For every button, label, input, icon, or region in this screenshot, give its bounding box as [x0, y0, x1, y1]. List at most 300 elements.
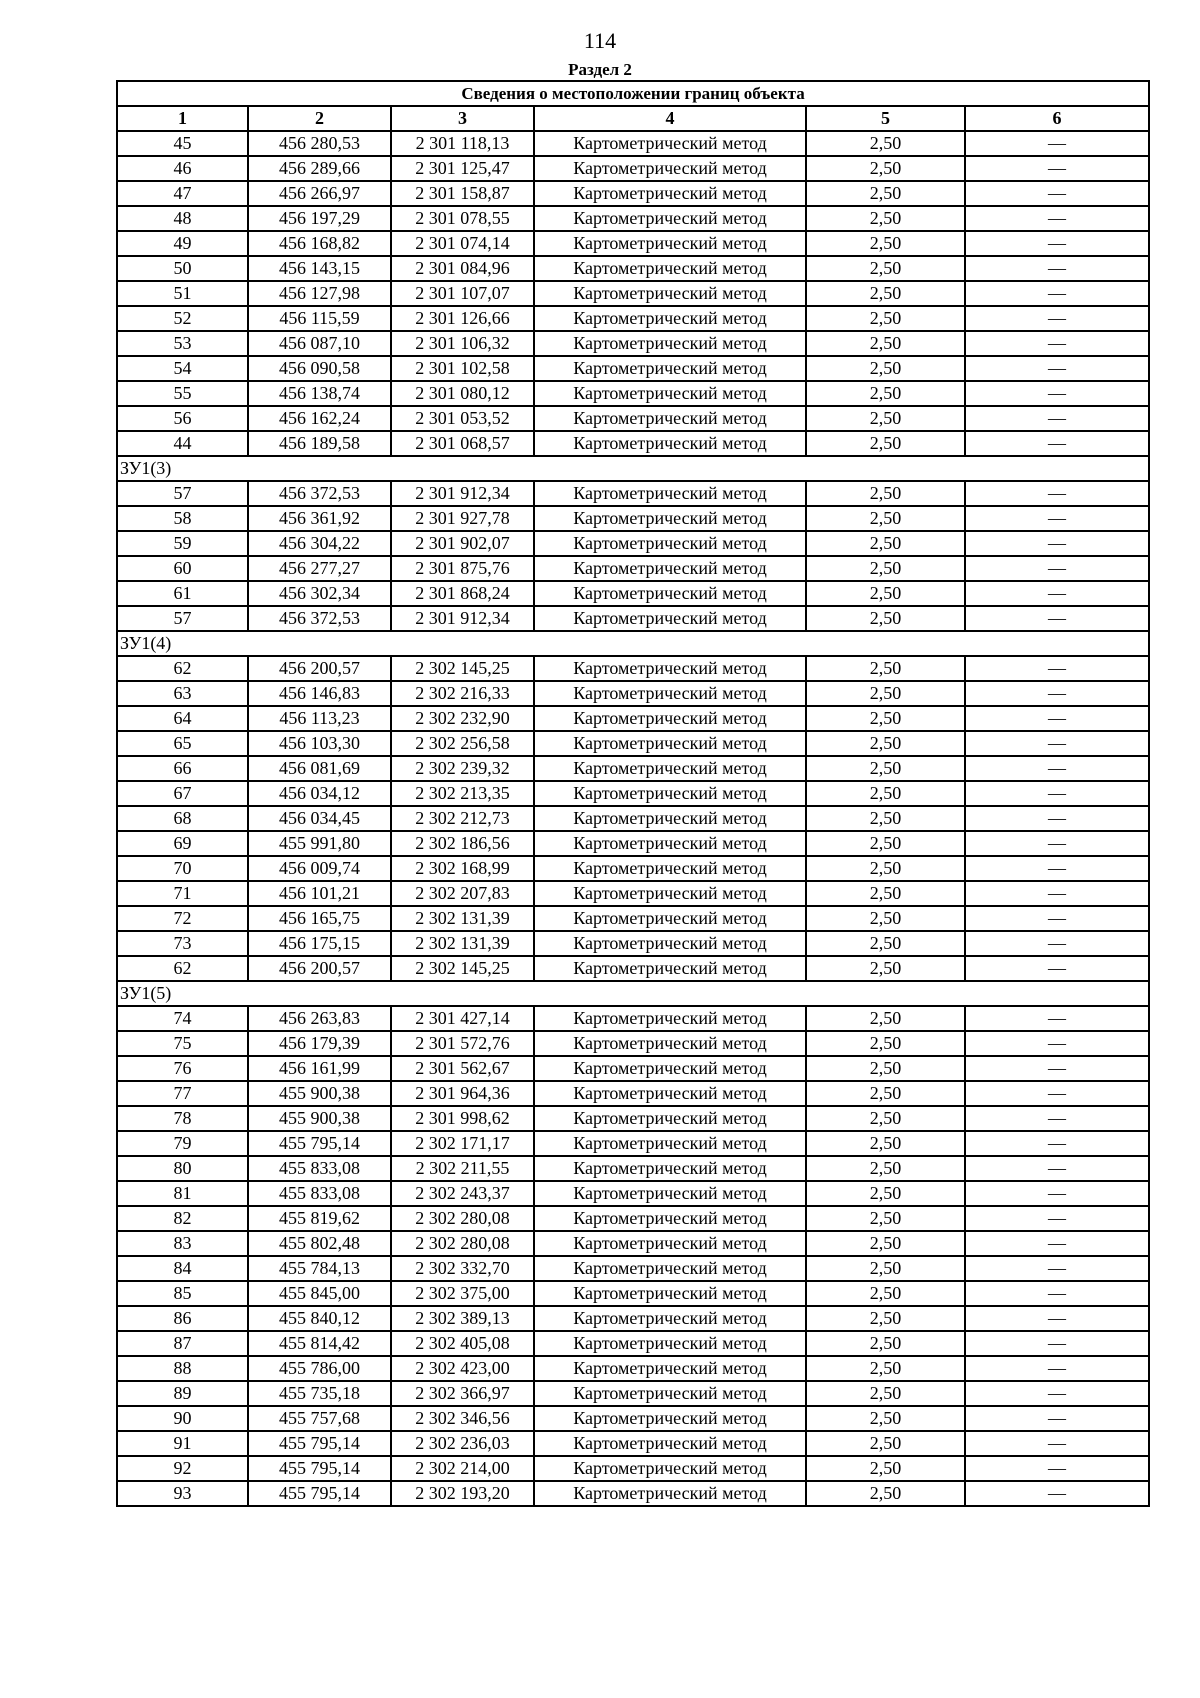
method-cell: Картометрический метод: [534, 606, 806, 631]
group-label: ЗУ1(4): [117, 631, 1149, 656]
table-row: [117, 1356, 1149, 1381]
y-coordinate-cell: 2 302 346,56: [391, 1406, 534, 1431]
accuracy-cell: 2,50: [806, 156, 965, 181]
table-row: [117, 1331, 1149, 1356]
method-cell: Картометрический метод: [534, 1406, 806, 1431]
y-coordinate-cell: 2 302 168,99: [391, 856, 534, 881]
y-coordinate-cell: 2 301 912,34: [391, 606, 534, 631]
note-cell: —: [965, 606, 1149, 631]
y-coordinate-cell: 2 301 053,52: [391, 406, 534, 431]
group-label: ЗУ1(3): [117, 456, 1149, 481]
x-coordinate-cell: 456 189,58: [248, 431, 391, 456]
method-cell: Картометрический метод: [534, 956, 806, 981]
accuracy-cell: 2,50: [806, 381, 965, 406]
group-row: [117, 631, 1149, 656]
note-cell: —: [965, 1081, 1149, 1106]
y-coordinate-cell: 2 301 102,58: [391, 356, 534, 381]
method-cell: Картометрический метод: [534, 856, 806, 881]
point-number-cell: 93: [117, 1481, 248, 1506]
point-number-cell: 51: [117, 281, 248, 306]
method-cell: Картометрический метод: [534, 1331, 806, 1356]
table-row: [117, 1181, 1149, 1206]
x-coordinate-cell: 456 175,15: [248, 931, 391, 956]
note-cell: —: [965, 706, 1149, 731]
x-coordinate-cell: 456 372,53: [248, 481, 391, 506]
note-cell: —: [965, 681, 1149, 706]
y-coordinate-cell: 2 302 171,17: [391, 1131, 534, 1156]
y-coordinate-cell: 2 302 256,58: [391, 731, 534, 756]
accuracy-cell: 2,50: [806, 831, 965, 856]
accuracy-cell: 2,50: [806, 356, 965, 381]
table-row: [117, 306, 1149, 331]
point-number-cell: 65: [117, 731, 248, 756]
table-row: [117, 1131, 1149, 1156]
note-cell: —: [965, 1156, 1149, 1181]
y-coordinate-cell: 2 301 078,55: [391, 206, 534, 231]
note-cell: —: [965, 1281, 1149, 1306]
point-number-cell: 88: [117, 1356, 248, 1381]
table-row: [117, 131, 1149, 156]
note-cell: —: [965, 731, 1149, 756]
note-cell: —: [965, 1406, 1149, 1431]
y-coordinate-cell: 2 302 375,00: [391, 1281, 534, 1306]
table-row: [117, 406, 1149, 431]
method-cell: Картометрический метод: [534, 1431, 806, 1456]
point-number-cell: 72: [117, 906, 248, 931]
accuracy-cell: 2,50: [806, 1231, 965, 1256]
accuracy-cell: 2,50: [806, 1456, 965, 1481]
method-cell: Картометрический метод: [534, 256, 806, 281]
table-row: [117, 856, 1149, 881]
note-cell: —: [965, 1131, 1149, 1156]
accuracy-cell: 2,50: [806, 681, 965, 706]
y-coordinate-cell: 2 302 131,39: [391, 931, 534, 956]
x-coordinate-cell: 456 081,69: [248, 756, 391, 781]
point-number-cell: 77: [117, 1081, 248, 1106]
column-header: 5: [806, 106, 965, 131]
y-coordinate-cell: 2 302 232,90: [391, 706, 534, 731]
x-coordinate-cell: 456 143,15: [248, 256, 391, 281]
note-cell: —: [965, 131, 1149, 156]
accuracy-cell: 2,50: [806, 1356, 965, 1381]
note-cell: —: [965, 581, 1149, 606]
x-coordinate-cell: 455 991,80: [248, 831, 391, 856]
method-cell: Картометрический метод: [534, 206, 806, 231]
accuracy-cell: 2,50: [806, 1106, 965, 1131]
table-row: [117, 206, 1149, 231]
note-cell: —: [965, 1006, 1149, 1031]
method-cell: Картометрический метод: [534, 1181, 806, 1206]
method-cell: Картометрический метод: [534, 581, 806, 606]
point-number-cell: 81: [117, 1181, 248, 1206]
accuracy-cell: 2,50: [806, 1281, 965, 1306]
x-coordinate-cell: 456 179,39: [248, 1031, 391, 1056]
group-label: ЗУ1(5): [117, 981, 1149, 1006]
method-cell: Картометрический метод: [534, 906, 806, 931]
table-row: [117, 156, 1149, 181]
point-number-cell: 50: [117, 256, 248, 281]
y-coordinate-cell: 2 301 068,57: [391, 431, 534, 456]
method-cell: Картометрический метод: [534, 1456, 806, 1481]
y-coordinate-cell: 2 302 145,25: [391, 956, 534, 981]
note-cell: —: [965, 856, 1149, 881]
point-number-cell: 62: [117, 956, 248, 981]
x-coordinate-cell: 456 101,21: [248, 881, 391, 906]
x-coordinate-cell: 455 757,68: [248, 1406, 391, 1431]
table-row: [117, 256, 1149, 281]
table-row: [117, 1306, 1149, 1331]
method-cell: Картометрический метод: [534, 1381, 806, 1406]
point-number-cell: 85: [117, 1281, 248, 1306]
group-row: [117, 456, 1149, 481]
note-cell: —: [965, 1431, 1149, 1456]
method-cell: Картометрический метод: [534, 756, 806, 781]
accuracy-cell: 2,50: [806, 706, 965, 731]
point-number-cell: 44: [117, 431, 248, 456]
y-coordinate-cell: 2 301 126,66: [391, 306, 534, 331]
point-number-cell: 52: [117, 306, 248, 331]
table-caption-row: [117, 81, 1149, 106]
note-cell: —: [965, 256, 1149, 281]
note-cell: —: [965, 931, 1149, 956]
point-number-cell: 59: [117, 531, 248, 556]
point-number-cell: 54: [117, 356, 248, 381]
point-number-cell: 89: [117, 1381, 248, 1406]
table-row: [117, 881, 1149, 906]
x-coordinate-cell: 455 735,18: [248, 1381, 391, 1406]
x-coordinate-cell: 456 127,98: [248, 281, 391, 306]
table-row: [117, 656, 1149, 681]
point-number-cell: 47: [117, 181, 248, 206]
accuracy-cell: 2,50: [806, 481, 965, 506]
accuracy-cell: 2,50: [806, 1381, 965, 1406]
note-cell: —: [965, 1456, 1149, 1481]
accuracy-cell: 2,50: [806, 656, 965, 681]
note-cell: —: [965, 1181, 1149, 1206]
point-number-cell: 56: [117, 406, 248, 431]
table-row: [117, 231, 1149, 256]
note-cell: —: [965, 381, 1149, 406]
method-cell: Картометрический метод: [534, 556, 806, 581]
boundary-table: [116, 80, 1150, 1507]
accuracy-cell: 2,50: [806, 1331, 965, 1356]
accuracy-cell: 2,50: [806, 1081, 965, 1106]
x-coordinate-cell: 456 115,59: [248, 306, 391, 331]
method-cell: Картометрический метод: [534, 681, 806, 706]
method-cell: Картометрический метод: [534, 1106, 806, 1131]
point-number-cell: 73: [117, 931, 248, 956]
point-number-cell: 67: [117, 781, 248, 806]
table-row: [117, 331, 1149, 356]
method-cell: Картометрический метод: [534, 1131, 806, 1156]
method-cell: Картометрический метод: [534, 156, 806, 181]
point-number-cell: 62: [117, 656, 248, 681]
table-row: [117, 556, 1149, 581]
accuracy-cell: 2,50: [806, 606, 965, 631]
y-coordinate-cell: 2 302 216,33: [391, 681, 534, 706]
note-cell: —: [965, 906, 1149, 931]
page-number: 114: [583, 28, 617, 53]
method-cell: Картометрический метод: [534, 531, 806, 556]
accuracy-cell: 2,50: [806, 531, 965, 556]
x-coordinate-cell: 456 113,23: [248, 706, 391, 731]
note-cell: —: [965, 656, 1149, 681]
table-row: [117, 906, 1149, 931]
x-coordinate-cell: 455 786,00: [248, 1356, 391, 1381]
y-coordinate-cell: 2 301 912,34: [391, 481, 534, 506]
method-cell: Картометрический метод: [534, 1356, 806, 1381]
note-cell: —: [965, 1231, 1149, 1256]
x-coordinate-cell: 456 361,92: [248, 506, 391, 531]
method-cell: Картометрический метод: [534, 1206, 806, 1231]
accuracy-cell: 2,50: [806, 581, 965, 606]
table-row: [117, 731, 1149, 756]
accuracy-cell: 2,50: [806, 856, 965, 881]
y-coordinate-cell: 2 302 243,37: [391, 1181, 534, 1206]
method-cell: Картометрический метод: [534, 1481, 806, 1506]
y-coordinate-cell: 2 301 998,62: [391, 1106, 534, 1131]
point-number-cell: 80: [117, 1156, 248, 1181]
accuracy-cell: 2,50: [806, 181, 965, 206]
method-cell: Картометрический метод: [534, 181, 806, 206]
table-row: [117, 481, 1149, 506]
point-number-cell: 92: [117, 1456, 248, 1481]
y-coordinate-cell: 2 301 125,47: [391, 156, 534, 181]
note-cell: —: [965, 556, 1149, 581]
accuracy-cell: 2,50: [806, 206, 965, 231]
column-header: 4: [534, 106, 806, 131]
method-cell: Картометрический метод: [534, 1306, 806, 1331]
x-coordinate-cell: 455 795,14: [248, 1131, 391, 1156]
x-coordinate-cell: 455 833,08: [248, 1156, 391, 1181]
note-cell: —: [965, 756, 1149, 781]
y-coordinate-cell: 2 302 423,00: [391, 1356, 534, 1381]
table-row: [117, 381, 1149, 406]
method-cell: Картометрический метод: [534, 806, 806, 831]
column-header: 1: [117, 106, 248, 131]
method-cell: Картометрический метод: [534, 931, 806, 956]
point-number-cell: 78: [117, 1106, 248, 1131]
x-coordinate-cell: 456 009,74: [248, 856, 391, 881]
accuracy-cell: 2,50: [806, 231, 965, 256]
x-coordinate-cell: 456 277,27: [248, 556, 391, 581]
y-coordinate-cell: 2 302 405,08: [391, 1331, 534, 1356]
accuracy-cell: 2,50: [806, 331, 965, 356]
point-number-cell: 74: [117, 1006, 248, 1031]
x-coordinate-cell: 455 840,12: [248, 1306, 391, 1331]
table-row: [117, 1431, 1149, 1456]
point-number-cell: 76: [117, 1056, 248, 1081]
y-coordinate-cell: 2 301 875,76: [391, 556, 534, 581]
table-row: [117, 1281, 1149, 1306]
note-cell: —: [965, 156, 1149, 181]
method-cell: Картометрический метод: [534, 481, 806, 506]
method-cell: Картометрический метод: [534, 1231, 806, 1256]
x-coordinate-cell: 456 090,58: [248, 356, 391, 381]
table-row: [117, 1106, 1149, 1131]
point-number-cell: 48: [117, 206, 248, 231]
table-caption: Сведения о местоположении границ объекта: [117, 81, 1149, 106]
y-coordinate-cell: 2 301 427,14: [391, 1006, 534, 1031]
accuracy-cell: 2,50: [806, 906, 965, 931]
y-coordinate-cell: 2 301 084,96: [391, 256, 534, 281]
note-cell: —: [965, 831, 1149, 856]
note-cell: —: [965, 1106, 1149, 1131]
note-cell: —: [965, 306, 1149, 331]
y-coordinate-cell: 2 302 211,55: [391, 1156, 534, 1181]
method-cell: Картометрический метод: [534, 656, 806, 681]
y-coordinate-cell: 2 302 212,73: [391, 806, 534, 831]
table-row: [117, 756, 1149, 781]
method-cell: Картометрический метод: [534, 131, 806, 156]
y-coordinate-cell: 2 301 562,67: [391, 1056, 534, 1081]
point-number-cell: 68: [117, 806, 248, 831]
y-coordinate-cell: 2 301 107,07: [391, 281, 534, 306]
note-cell: —: [965, 181, 1149, 206]
point-number-cell: 75: [117, 1031, 248, 1056]
table-row: [117, 806, 1149, 831]
accuracy-cell: 2,50: [806, 256, 965, 281]
column-header: 2: [248, 106, 391, 131]
point-number-cell: 53: [117, 331, 248, 356]
x-coordinate-cell: 455 845,00: [248, 1281, 391, 1306]
x-coordinate-cell: 456 168,82: [248, 231, 391, 256]
x-coordinate-cell: 456 200,57: [248, 656, 391, 681]
column-header-row: [117, 106, 1149, 131]
y-coordinate-cell: 2 302 280,08: [391, 1231, 534, 1256]
note-cell: —: [965, 331, 1149, 356]
accuracy-cell: 2,50: [806, 781, 965, 806]
table-row: [117, 1081, 1149, 1106]
x-coordinate-cell: 456 266,97: [248, 181, 391, 206]
point-number-cell: 84: [117, 1256, 248, 1281]
accuracy-cell: 2,50: [806, 1031, 965, 1056]
y-coordinate-cell: 2 302 214,00: [391, 1456, 534, 1481]
method-cell: Картометрический метод: [534, 1081, 806, 1106]
note-cell: —: [965, 1031, 1149, 1056]
y-coordinate-cell: 2 301 572,76: [391, 1031, 534, 1056]
y-coordinate-cell: 2 302 389,13: [391, 1306, 534, 1331]
group-row: [117, 981, 1149, 1006]
y-coordinate-cell: 2 301 074,14: [391, 231, 534, 256]
method-cell: Картометрический метод: [534, 1156, 806, 1181]
x-coordinate-cell: 456 087,10: [248, 331, 391, 356]
table-row: [117, 956, 1149, 981]
y-coordinate-cell: 2 302 186,56: [391, 831, 534, 856]
table-row: [117, 781, 1149, 806]
x-coordinate-cell: 455 802,48: [248, 1231, 391, 1256]
y-coordinate-cell: 2 302 239,32: [391, 756, 534, 781]
accuracy-cell: 2,50: [806, 1256, 965, 1281]
y-coordinate-cell: 2 301 868,24: [391, 581, 534, 606]
point-number-cell: 46: [117, 156, 248, 181]
method-cell: Картометрический метод: [534, 1256, 806, 1281]
x-coordinate-cell: 455 784,13: [248, 1256, 391, 1281]
point-number-cell: 86: [117, 1306, 248, 1331]
accuracy-cell: 2,50: [806, 1131, 965, 1156]
table-row: [117, 281, 1149, 306]
method-cell: Картометрический метод: [534, 731, 806, 756]
column-header: 6: [965, 106, 1149, 131]
table-row: [117, 606, 1149, 631]
section-title: Раздел 2: [568, 60, 632, 79]
method-cell: Картометрический метод: [534, 306, 806, 331]
method-cell: Картометрический метод: [534, 1056, 806, 1081]
accuracy-cell: 2,50: [806, 1006, 965, 1031]
accuracy-cell: 2,50: [806, 1481, 965, 1506]
note-cell: —: [965, 881, 1149, 906]
y-coordinate-cell: 2 302 213,35: [391, 781, 534, 806]
method-cell: Картометрический метод: [534, 406, 806, 431]
accuracy-cell: 2,50: [806, 1056, 965, 1081]
note-cell: —: [965, 356, 1149, 381]
x-coordinate-cell: 456 372,53: [248, 606, 391, 631]
y-coordinate-cell: 2 301 106,32: [391, 331, 534, 356]
table-row: [117, 1031, 1149, 1056]
column-header: 3: [391, 106, 534, 131]
accuracy-cell: 2,50: [806, 1206, 965, 1231]
table-row: [117, 181, 1149, 206]
x-coordinate-cell: 455 795,14: [248, 1481, 391, 1506]
x-coordinate-cell: 456 263,83: [248, 1006, 391, 1031]
note-cell: —: [965, 1481, 1149, 1506]
y-coordinate-cell: 2 302 193,20: [391, 1481, 534, 1506]
accuracy-cell: 2,50: [806, 281, 965, 306]
y-coordinate-cell: 2 302 332,70: [391, 1256, 534, 1281]
table-row: [117, 1256, 1149, 1281]
point-number-cell: 55: [117, 381, 248, 406]
accuracy-cell: 2,50: [806, 731, 965, 756]
point-number-cell: 66: [117, 756, 248, 781]
method-cell: Картометрический метод: [534, 506, 806, 531]
y-coordinate-cell: 2 302 366,97: [391, 1381, 534, 1406]
point-number-cell: 82: [117, 1206, 248, 1231]
note-cell: —: [965, 1381, 1149, 1406]
table-row: [117, 1406, 1149, 1431]
accuracy-cell: 2,50: [806, 1156, 965, 1181]
accuracy-cell: 2,50: [806, 306, 965, 331]
x-coordinate-cell: 455 795,14: [248, 1431, 391, 1456]
method-cell: Картометрический метод: [534, 231, 806, 256]
table-row: [117, 581, 1149, 606]
accuracy-cell: 2,50: [806, 931, 965, 956]
accuracy-cell: 2,50: [806, 1431, 965, 1456]
x-coordinate-cell: 456 161,99: [248, 1056, 391, 1081]
point-number-cell: 57: [117, 606, 248, 631]
point-number-cell: 83: [117, 1231, 248, 1256]
note-cell: —: [965, 506, 1149, 531]
table-row: [117, 1056, 1149, 1081]
method-cell: Картометрический метод: [534, 331, 806, 356]
method-cell: Картометрический метод: [534, 381, 806, 406]
accuracy-cell: 2,50: [806, 406, 965, 431]
note-cell: —: [965, 1206, 1149, 1231]
x-coordinate-cell: 456 103,30: [248, 731, 391, 756]
point-number-cell: 91: [117, 1431, 248, 1456]
point-number-cell: 87: [117, 1331, 248, 1356]
method-cell: Картометрический метод: [534, 706, 806, 731]
y-coordinate-cell: 2 301 964,36: [391, 1081, 534, 1106]
note-cell: —: [965, 956, 1149, 981]
note-cell: —: [965, 431, 1149, 456]
y-coordinate-cell: 2 302 145,25: [391, 656, 534, 681]
y-coordinate-cell: 2 301 118,13: [391, 131, 534, 156]
note-cell: —: [965, 1256, 1149, 1281]
accuracy-cell: 2,50: [806, 1406, 965, 1431]
x-coordinate-cell: 455 833,08: [248, 1181, 391, 1206]
method-cell: Картометрический метод: [534, 781, 806, 806]
note-cell: —: [965, 1056, 1149, 1081]
